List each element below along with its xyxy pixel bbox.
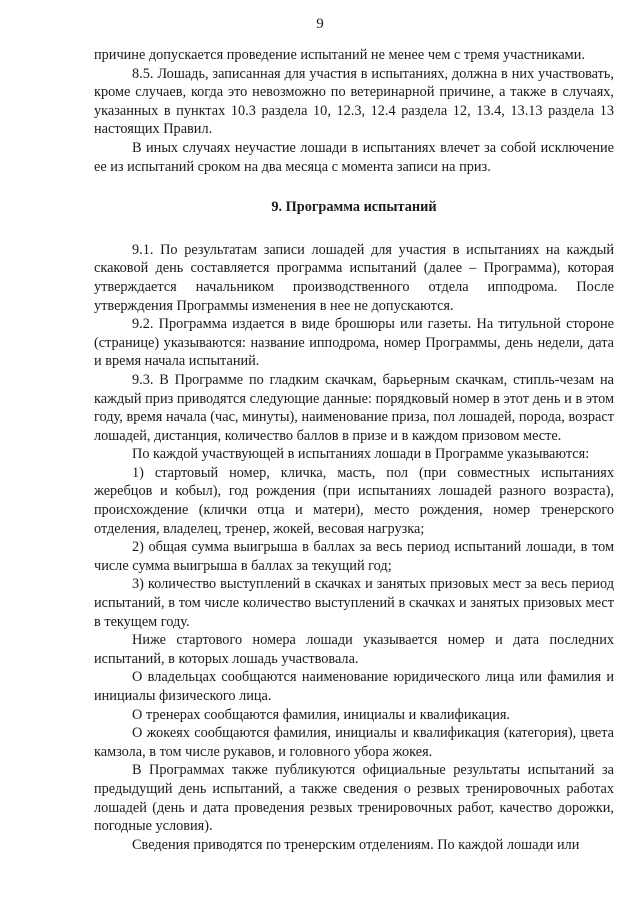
paragraph: О жокеях сообщаются фамилия, инициалы и квалификация (категория), цвета камзола, в том числе рукавов, и головного убора жокея. <box>94 725 614 760</box>
paragraphs-before <box>94 46 614 176</box>
paragraph: 9.3. В Программе по гладким скачкам, барьерным скачкам, стипль-чезам на каждый приз приводятся следующие данные: порядковый номер в этот день и в этом году, время начала (час, минуты), наименование приза, пол лошадей, порода, возраст лошадей, дистанция, количество баллов в призе и в каждом призовом месте. <box>94 371 614 444</box>
paragraph: 3) количество выступлений в скачках и занятых призовых мест за весь период испытаний, в том числе количество выступлений в скачках и занятых призовых мест в текущем году. <box>94 576 614 630</box>
paragraph: Сведения приводятся по тренерским отделениям. По каждой лошади или <box>132 836 580 853</box>
paragraph: причине допускается проведение испытаний не менее чем с тремя участниками. <box>94 47 585 63</box>
paragraphs-after <box>94 241 614 855</box>
paragraph: О тренерах сообщаются фамилия, инициалы и квалификация. <box>132 706 511 723</box>
paragraph: 2) общая сумма выигрыша в баллах за весь период испытаний лошади, в том числе сумма выигрыша в баллах за текущий год; <box>94 539 614 574</box>
page-number: 9 <box>316 16 324 32</box>
paragraph: В иных случаях неучастие лошади в испытаниях влечет за собой исключение ее из испытаний сроком на два месяца с момента записи на приз. <box>94 139 614 175</box>
paragraph: 1) стартовый номер, кличка, масть, пол (при совместных испытаниях жеребцов и кобыл), год рождения (при испытаниях лошадей разного возраста), происхождение (клички отца и матери), место рождения, номер тренерского отделения, владелец, тренер, жокей, весовая нагрузка; <box>94 464 614 537</box>
section-heading: 9. Программа испытаний <box>271 199 437 216</box>
paragraph: Ниже стартового номера лошади указывается номер и дата последних испытаний, в которых лошадь участвовала. <box>94 632 614 667</box>
paragraph: 9.2. Программа издается в виде брошюры или газеты. На титульной стороне (странице) указываются: название ипподрома, номер Программы, день недели, дата и время начала испытаний. <box>94 316 614 370</box>
paragraph: О владельцах сообщаются наименование юридического лица или фамилия и инициалы физического лица. <box>94 669 614 704</box>
paragraph: В Программах также публикуются официальные результаты испытаний за предыдущий день испытаний, а также сведения о резвых тренировочных работах лошадей (день и дата проведения резвых тренировочных работ, качество дорожки, погодные условия). <box>94 762 614 835</box>
paragraph: 9.1. По результатам записи лошадей для участия в испытаниях на каждый скаковой день составляется программа испытаний (далее – Программа), которая утверждается начальником производственного отдела ипподрома. После утверждения Программы изменения в нее не допускаются. <box>94 241 614 314</box>
paragraph: По каждой участвующей в испытаниях лошади в Программе указываются: <box>132 446 590 463</box>
paragraph: 8.5. Лошадь, записанная для участия в испытаниях, должна в них участвовать, кроме случаев, когда это невозможно по ветеринарной причине, а также в случаях, указанных в пунктах 10.3 раздела 10, 12.3, 12.4 раздела 12, 13.4, 13.13 раздела 13 настоящих Правил. <box>94 65 614 138</box>
document-body <box>94 46 614 854</box>
